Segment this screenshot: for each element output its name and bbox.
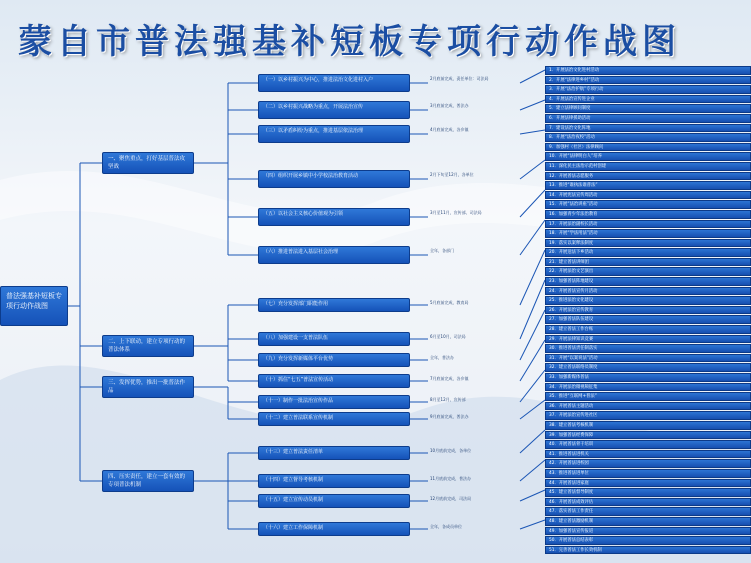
task-note: 4月底前完成，各乡镇	[430, 127, 469, 132]
task-label: （一）以乡村振兴为中心，推进法治文化进村入户	[263, 77, 374, 83]
action-item: 44．开展普法进家庭	[545, 479, 751, 488]
task-note: 10月底前完成，各单位	[430, 448, 472, 453]
task-label: （三）以矛盾纠纷为重点，推进基层依法治理	[263, 128, 364, 134]
task-note: 全年，各成员单位	[430, 524, 462, 529]
task-note: 3月底前完成，普法办	[430, 103, 469, 108]
action-item: 4．开展法治宣传进企业	[545, 95, 751, 104]
action-item: 9．加强村（社区）法律顾问	[545, 143, 751, 152]
task-label: （十六）建立工作保障机制	[263, 525, 324, 531]
action-item: 25．推进法治文化建设	[545, 296, 751, 305]
action-item: 13．推进“谁执法谁普法”	[545, 181, 751, 190]
task-node	[258, 298, 410, 312]
action-item: 15．开展“法治讲座”活动	[545, 200, 751, 209]
action-item: 26．开展法治宣传教育	[545, 306, 751, 315]
action-item: 14．开展宪法宣传周活动	[545, 191, 751, 200]
action-item: 1．开展法治文化进村活动	[545, 66, 751, 75]
task-label: （十四）建立督导考核机制	[263, 477, 324, 483]
action-item: 20．开展送法下乡活动	[545, 248, 751, 257]
action-item: 28．建立普法工作台账	[545, 325, 751, 334]
action-items-list	[545, 66, 751, 555]
action-item: 23．加强普法阵地建设	[545, 277, 751, 286]
action-item: 10．开展“法律明白人”培养	[545, 152, 751, 161]
task-node	[258, 170, 410, 188]
action-item: 19．落实以案释法制度	[545, 239, 751, 248]
action-item: 50．开展普法总结表彰	[545, 536, 751, 545]
task-node	[258, 101, 410, 119]
task-node	[258, 522, 410, 536]
task-note: 3月至11月，宣传部、司法局	[430, 210, 482, 215]
action-item: 18．开展“学法用法”活动	[545, 229, 751, 238]
task-label: （十三）建立普法责任清单	[263, 449, 324, 455]
task-node	[258, 474, 410, 488]
action-item: 7．建设法治文化阵地	[545, 124, 751, 133]
task-label: （九）充分发挥新媒体平台优势	[263, 356, 334, 362]
task-label: （八）加强建设一支普法队伍	[263, 335, 329, 341]
section-label: 一、聚焦重点，打好基层普法攻坚战	[108, 156, 186, 170]
task-node	[258, 246, 410, 264]
task-note: 全年，各部门	[430, 248, 454, 253]
action-item: 40．开展普法骨干培训	[545, 440, 751, 449]
task-label: （六）推进普法进入基层社会治理	[263, 249, 339, 255]
action-item: 42．开展普法进校园	[545, 459, 751, 468]
action-item: 27．加强普法队伍建设	[545, 315, 751, 324]
section-node	[102, 470, 194, 492]
section-label: 三、发挥优势，推出一批普法作品	[108, 380, 186, 394]
action-item: 17．开展法治副校长活动	[545, 220, 751, 229]
task-note: 8月至12月，宣传部	[430, 397, 466, 402]
task-label: （五）以社会主义核心价值观为引领	[263, 211, 344, 217]
action-item: 45．建立普法督导制度	[545, 488, 751, 497]
action-item: 39．加强普法经费保障	[545, 431, 751, 440]
task-node	[258, 208, 410, 226]
action-item: 51．完善普法工作长效机制	[545, 546, 751, 555]
task-label: （十二）建立普法联系宣传机制	[263, 415, 334, 421]
task-node	[258, 395, 410, 409]
action-item: 33．加强新媒体普法	[545, 373, 751, 382]
root-label: 普法强基补短板专项行动作战图	[6, 292, 62, 310]
action-item: 37．开展法治宣传进社区	[545, 411, 751, 420]
connector-line	[520, 280, 545, 339]
task-node	[258, 446, 410, 460]
task-label: （二）以乡村振兴战略为重点，开展法治宣传	[263, 104, 364, 110]
action-item: 32．建立普法联络员制度	[545, 363, 751, 372]
section-label: 四、压实责任，建立一套有效的专项普法机制	[108, 474, 186, 488]
task-note: 2月底前完成，责任单位：司法局	[430, 76, 489, 81]
task-note: 12月底前完成，司法局	[430, 496, 472, 501]
action-item: 41．推进普法进机关	[545, 450, 751, 459]
action-item: 6．开展法律援助活动	[545, 114, 751, 123]
action-item: 47．落实普法工作责任	[545, 507, 751, 516]
action-item: 36．开展普法主题活动	[545, 402, 751, 411]
task-label: （十）抓住“七五”普法宣传活动	[263, 377, 334, 383]
action-item: 3．开展“法治护航”专项行动	[545, 85, 751, 94]
task-label: （七）充分发挥部门职能作用	[263, 301, 329, 307]
task-note: 6月至10月，司法局	[430, 334, 466, 339]
task-label: （十五）建立宣传动员机制	[263, 497, 324, 503]
section-node	[102, 376, 194, 398]
action-item: 43．推进普法进单位	[545, 469, 751, 478]
action-item: 8．开展“法治夜校”活动	[545, 133, 751, 142]
section-node	[102, 152, 194, 174]
task-label: （十一）制作一批法治宣传作品	[263, 398, 334, 404]
action-item: 35．推进“互联网+普法”	[545, 392, 751, 401]
action-item: 38．建立普法考核机制	[545, 421, 751, 430]
action-item: 12．开展普法志愿服务	[545, 172, 751, 181]
task-note: 5月底前完成，教育局	[430, 300, 469, 305]
task-node	[258, 412, 410, 426]
root-node	[0, 286, 68, 326]
section-label: 二、上下联动，建立专项行动的普法体系	[108, 339, 186, 353]
action-item: 34．开展法治微视频征集	[545, 383, 751, 392]
action-item: 29．开展法律知识竞赛	[545, 335, 751, 344]
task-node	[258, 332, 410, 346]
task-node	[258, 125, 410, 143]
task-node	[258, 494, 410, 508]
task-note: 7月底前完成，各乡镇	[430, 376, 469, 381]
action-item: 48．建立普法激励机制	[545, 517, 751, 526]
action-item: 49．加强普法宣传报道	[545, 527, 751, 536]
task-label: （四）组织开展乡镇中小学校法治教育活动	[263, 173, 359, 179]
task-note: 9月底前完成，普法办	[430, 414, 469, 419]
task-node	[258, 374, 410, 388]
task-note: 11月底前完成，普法办	[430, 476, 472, 481]
action-item: 16．加强青少年法治教育	[545, 210, 751, 219]
action-item: 24．开展普法宣传月活动	[545, 287, 751, 296]
action-item: 2．开展“法律进乡村”活动	[545, 76, 751, 85]
task-node	[258, 353, 410, 367]
action-item: 31．开展“以案说法”活动	[545, 354, 751, 363]
task-note: 2月下旬至12月，各单位	[430, 172, 474, 177]
action-item: 21．建立普法讲师团	[545, 258, 751, 267]
section-node	[102, 335, 194, 357]
action-item: 11．深化民主法治示范村创建	[545, 162, 751, 171]
action-item: 30．推进普法责任制落实	[545, 344, 751, 353]
action-item: 46．开展普法成效评估	[545, 498, 751, 507]
task-note: 全年，普法办	[430, 355, 454, 360]
action-item: 22．开展法治文艺演出	[545, 267, 751, 276]
task-node	[258, 74, 410, 92]
connector-line	[520, 250, 545, 305]
page-title: 蒙自市普法强基补短板专项行动作战图	[18, 22, 681, 62]
action-item: 5．建立法律顾问制度	[545, 104, 751, 113]
